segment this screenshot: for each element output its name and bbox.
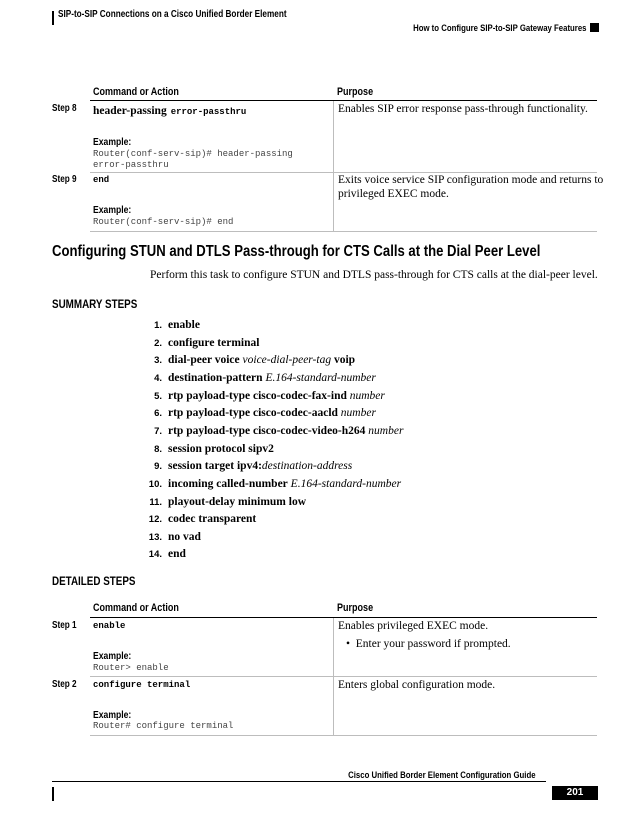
- table1-step-8-example-label: Example:: [93, 136, 132, 148]
- summary-step: 2. configure terminal: [154, 337, 260, 349]
- table1-step-8: Step 8: [52, 103, 77, 114]
- table1-bottom-rule: [90, 231, 597, 232]
- summary-step: 12. codec transparent: [148, 513, 257, 525]
- footer-rule: [52, 781, 546, 782]
- footer-bar: [52, 787, 54, 801]
- table1-step-8-command-keyword: header-passing: [93, 105, 167, 117]
- table2-step-2-command: configure terminal: [93, 680, 191, 690]
- summary-step: 9. session target ipv4:destination-address: [154, 460, 353, 472]
- header-left-title: SIP-to-SIP Connections on a Cisco Unified Border Element: [58, 9, 287, 20]
- header-bar: [52, 11, 54, 25]
- table2-step-2-purpose: Enters global configuration mode.: [338, 679, 496, 691]
- summary-steps-title: SUMMARY STEPS: [52, 297, 138, 311]
- summary-step: 11. playout-delay minimum low: [149, 496, 307, 508]
- summary-step: 10. incoming called-number E.164-standard-number: [148, 478, 402, 490]
- page-number: 201: [566, 787, 584, 798]
- table2-step-1-purpose: Enables privileged EXEC mode.: [338, 620, 489, 632]
- table1-step-8-example-code: [93, 149, 293, 171]
- table2-step-1: Step 1: [52, 620, 77, 631]
- table1-step-9-example-code: Router(conf-serv-sip)# end: [93, 217, 234, 227]
- table2-step-1-bullet: • Enter your password if prompted.: [346, 638, 511, 650]
- table2-step-1-example-code: Router> enable: [93, 663, 169, 673]
- bullet-dot-icon: •: [346, 638, 351, 650]
- table2-step-2-example-code: Router# configure terminal: [93, 721, 234, 731]
- summary-step: 14. end: [148, 548, 186, 560]
- summary-step: 7. rtp payload-type cisco-codec-video-h264 number: [154, 425, 404, 437]
- table2-header-rule: [90, 617, 597, 618]
- summary-step: 6. rtp payload-type cisco-codec-aacld number: [154, 407, 376, 419]
- summary-step: 8. session protocol sipv2: [154, 443, 274, 455]
- summary-step: 4. destination-pattern E.164-standard-number: [154, 372, 376, 384]
- header-square: [590, 23, 599, 32]
- table1-column-divider: [333, 101, 334, 231]
- summary-step: 5. rtp payload-type cisco-codec-fax-ind number: [154, 390, 385, 402]
- table1-step-9-purpose: [338, 173, 603, 201]
- table2-step-1-command: enable: [93, 621, 126, 631]
- table2-step-2: Step 2: [52, 679, 77, 690]
- table2-col-purpose: Purpose: [337, 602, 374, 614]
- table1-col-command: Command or Action: [93, 86, 179, 98]
- table1-step-9-command: end: [93, 175, 110, 185]
- table1-step-9-purpose-line-1: Exits voice service SIP configuration mode and returns to: [338, 174, 604, 186]
- table1-step-9: Step 9: [52, 174, 77, 185]
- table1-step-8-example-line-2: error-passthru: [93, 160, 169, 170]
- table2-bottom-rule: [90, 735, 597, 736]
- summary-step: 13. no vad: [148, 531, 201, 543]
- table2-step-1-example-label: Example:: [93, 650, 132, 662]
- footer-guide-title: Cisco Unified Border Element Configuration Guide: [348, 770, 536, 781]
- summary-step: 1. enable: [154, 319, 200, 331]
- detailed-steps-title: DETAILED STEPS: [52, 574, 136, 588]
- table1-step-8-purpose: Enables SIP error response pass-through functionality.: [338, 103, 588, 115]
- section-intro: Perform this task to configure STUN and DTLS pass-through for CTS calls at the dial-peer level.: [150, 269, 598, 281]
- table1-step-8-command: [93, 101, 246, 119]
- table2-col-command: Command or Action: [93, 602, 179, 614]
- table2-row-rule: [90, 676, 597, 677]
- table1-step-8-example-line-1: Router(conf-serv-sip)# header-passing: [93, 149, 293, 159]
- summary-step: 3. dial-peer voice voice-dial-peer-tag voip: [154, 354, 356, 366]
- section-title: Configuring STUN and DTLS Pass-through for CTS Calls at the Dial Peer Level: [52, 243, 541, 260]
- table1-col-purpose: Purpose: [337, 86, 374, 98]
- table2-step-2-example-label: Example:: [93, 709, 132, 721]
- table1-step-9-example-label: Example:: [93, 204, 132, 216]
- header-right-title: How to Configure SIP-to-SIP Gateway Features: [412, 23, 586, 34]
- table1-step-8-command-arg: error-passthru: [170, 107, 247, 117]
- table1-step-9-purpose-line-2: privileged EXEC mode.: [338, 188, 449, 200]
